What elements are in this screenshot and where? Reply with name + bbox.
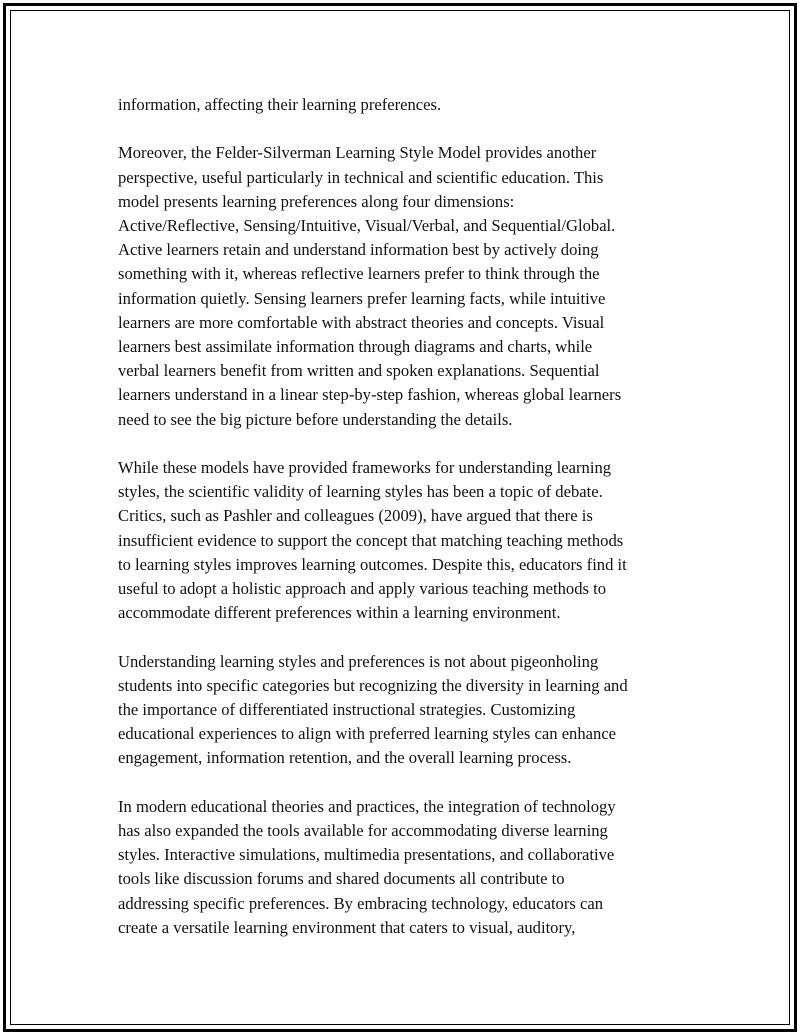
text-line: learners best assimilate information through diagrams and charts, while	[118, 337, 593, 357]
text-line: useful to adopt a holistic approach and apply various teaching methods to	[118, 579, 607, 599]
paragraph-5	[118, 795, 688, 940]
paragraph-3	[118, 456, 688, 625]
text-line: need to see the big picture before understanding the details.	[118, 409, 513, 429]
text-line: While these models have provided frameworks for understanding learning	[118, 458, 612, 478]
text-line: Moreover, the Felder-Silverman Learning Style Model provides another	[118, 143, 597, 163]
text-line: addressing specific preferences. By embracing technology, educators can	[118, 893, 604, 913]
paragraph-2	[118, 141, 688, 431]
text-line: insufficient evidence to support the concept that matching teaching methods	[118, 530, 624, 550]
text-line: information, affecting their learning preferences.	[118, 95, 442, 114]
text-line: Active/Reflective, Sensing/Intuitive, Visual/Verbal, and Sequential/Global.	[118, 216, 616, 235]
text-line: perspective, useful particularly in technical and scientific education. This	[118, 167, 604, 187]
text-line: tools like discussion forums and shared documents all contribute to	[118, 869, 565, 889]
text-line: create a versatile learning environment that caters to visual, auditory,	[118, 917, 576, 937]
text-line: styles. Interactive simulations, multimedia presentations, and collaborative	[118, 845, 615, 865]
text-line: something with it, whereas reflective learners prefer to think through the	[118, 264, 600, 284]
document-body	[118, 93, 688, 964]
text-line: Active learners retain and understand information best by actively doing	[118, 240, 599, 260]
text-line: verbal learners benefit from written and spoken explanations. Sequential	[118, 361, 600, 381]
text-line: Understanding learning styles and preferences is not about pigeonholing	[118, 651, 599, 671]
text-line: engagement, information retention, and the overall learning process.	[118, 748, 572, 768]
text-line: learners are more comfortable with abstract theories and concepts. Visual	[118, 312, 605, 332]
text-line: Critics, such as Pashler and colleagues (2009), have argued that there is	[118, 506, 593, 526]
text-line: In modern educational theories and practices, the integration of technology	[118, 796, 616, 816]
text-line: educational experiences to align with preferred learning styles can enhance	[118, 724, 617, 744]
text-line: has also expanded the tools available for accommodating diverse learning	[118, 821, 608, 841]
text-line: the importance of differentiated instructional strategies. Customizing	[118, 700, 576, 720]
text-line: learners understand in a linear step-by-step fashion, whereas global learners	[118, 385, 622, 405]
text-line: to learning styles improves learning outcomes. Despite this, educators find it	[118, 554, 627, 574]
text-line: accommodate different preferences within a learning environment.	[118, 603, 561, 623]
paragraph-4	[118, 650, 688, 771]
text-line: styles, the scientific validity of learning styles has been a topic of debate.	[118, 482, 603, 502]
text-line: students into specific categories but recognizing the diversity in learning and	[118, 675, 628, 695]
text-line: information quietly. Sensing learners prefer learning facts, while intuitive	[118, 288, 606, 308]
text-line: model presents learning preferences along four dimensions:	[118, 191, 515, 211]
paragraph-1	[118, 93, 688, 117]
